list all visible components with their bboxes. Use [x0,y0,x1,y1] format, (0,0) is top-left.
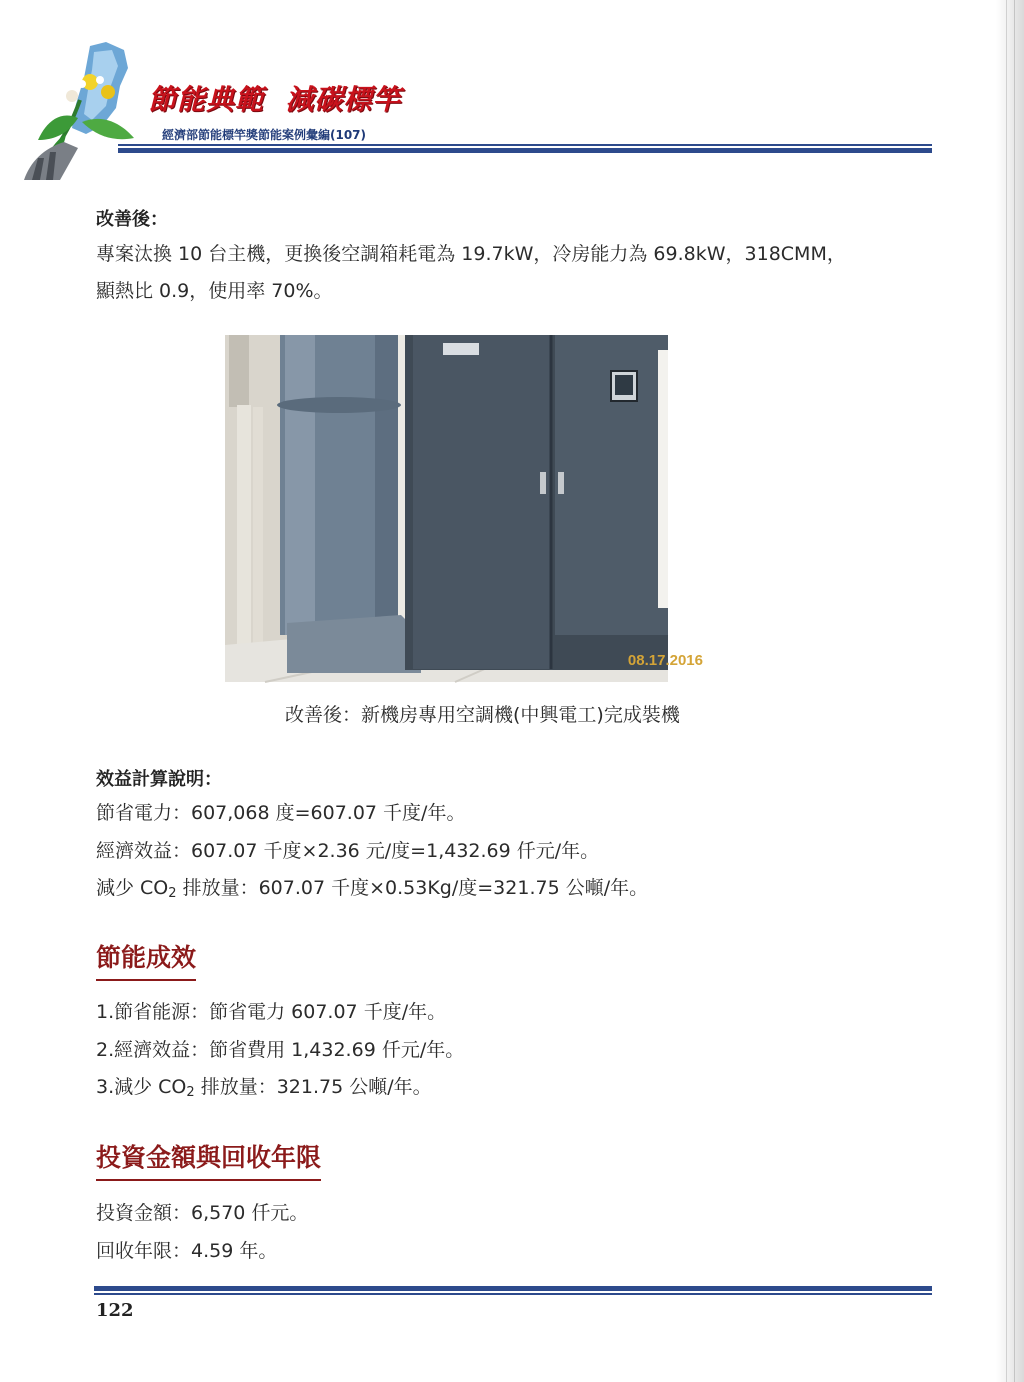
effect-item-3-suffix: 排放量：321.75 公噸/年。 [194,1076,432,1098]
benefit-co2-prefix: 減少 CO [96,877,169,899]
effect-item-3-subscript: 2 [186,1085,195,1100]
header-subtitle: 經濟部節能標竿獎節能案例彙編(107) [162,128,367,142]
header-rule [118,144,932,153]
benefit-power-line: 節省電力：607,068 度=607.07 千度/年。 [96,802,466,824]
investment-amount: 投資金額：6,570 仟元。 [96,1202,309,1224]
investment-section-title: 投資金額與回收年限 [96,1138,321,1181]
page-edge-shadow [996,0,1024,1382]
benefit-calc-heading: 效益計算說明： [96,769,222,790]
benefit-co2-subscript: 2 [168,886,177,901]
effect-item-3 [96,1072,432,1100]
photo-caption: 改善後：新機房專用空調機(中興電工)完成裝機 [285,704,680,726]
photo-date-stamp: 08.17.2016 [627,652,703,669]
taiwan-flower-logo [20,30,160,180]
after-description-line-2: 顯熱比 0.9，使用率 70%。 [96,280,333,302]
header-title: 節能典範 減碳標竿 [148,83,402,116]
footer-rule [94,1286,932,1295]
effect-item-2: 2.經濟效益：節省費用 1,432.69 仟元/年。 [96,1039,465,1061]
benefit-economic-line: 經濟效益：607.07 千度×2.36 元/度=1,432.69 仟元/年。 [96,840,600,862]
benefit-co2-line [96,873,648,901]
ac-unit-photo [225,335,703,682]
after-description-line-1: 專案汰換 10 台主機，更換後空調箱耗電為 19.7kW，冷房能力為 69.8kW，318CMM， [96,243,846,265]
effect-item-3-prefix: 3.減少 CO [96,1076,187,1098]
benefit-co2-suffix: 排放量：607.07 千度×0.53Kg/度=321.75 公噸/年。 [176,877,649,899]
effect-section-title: 節能成效 [96,938,196,981]
page-number: 122 [96,1300,134,1321]
investment-payback: 回收年限：4.59 年。 [96,1240,278,1262]
after-heading: 改善後： [96,209,168,230]
effect-item-1: 1.節省能源：節省電力 607.07 千度/年。 [96,1001,447,1023]
